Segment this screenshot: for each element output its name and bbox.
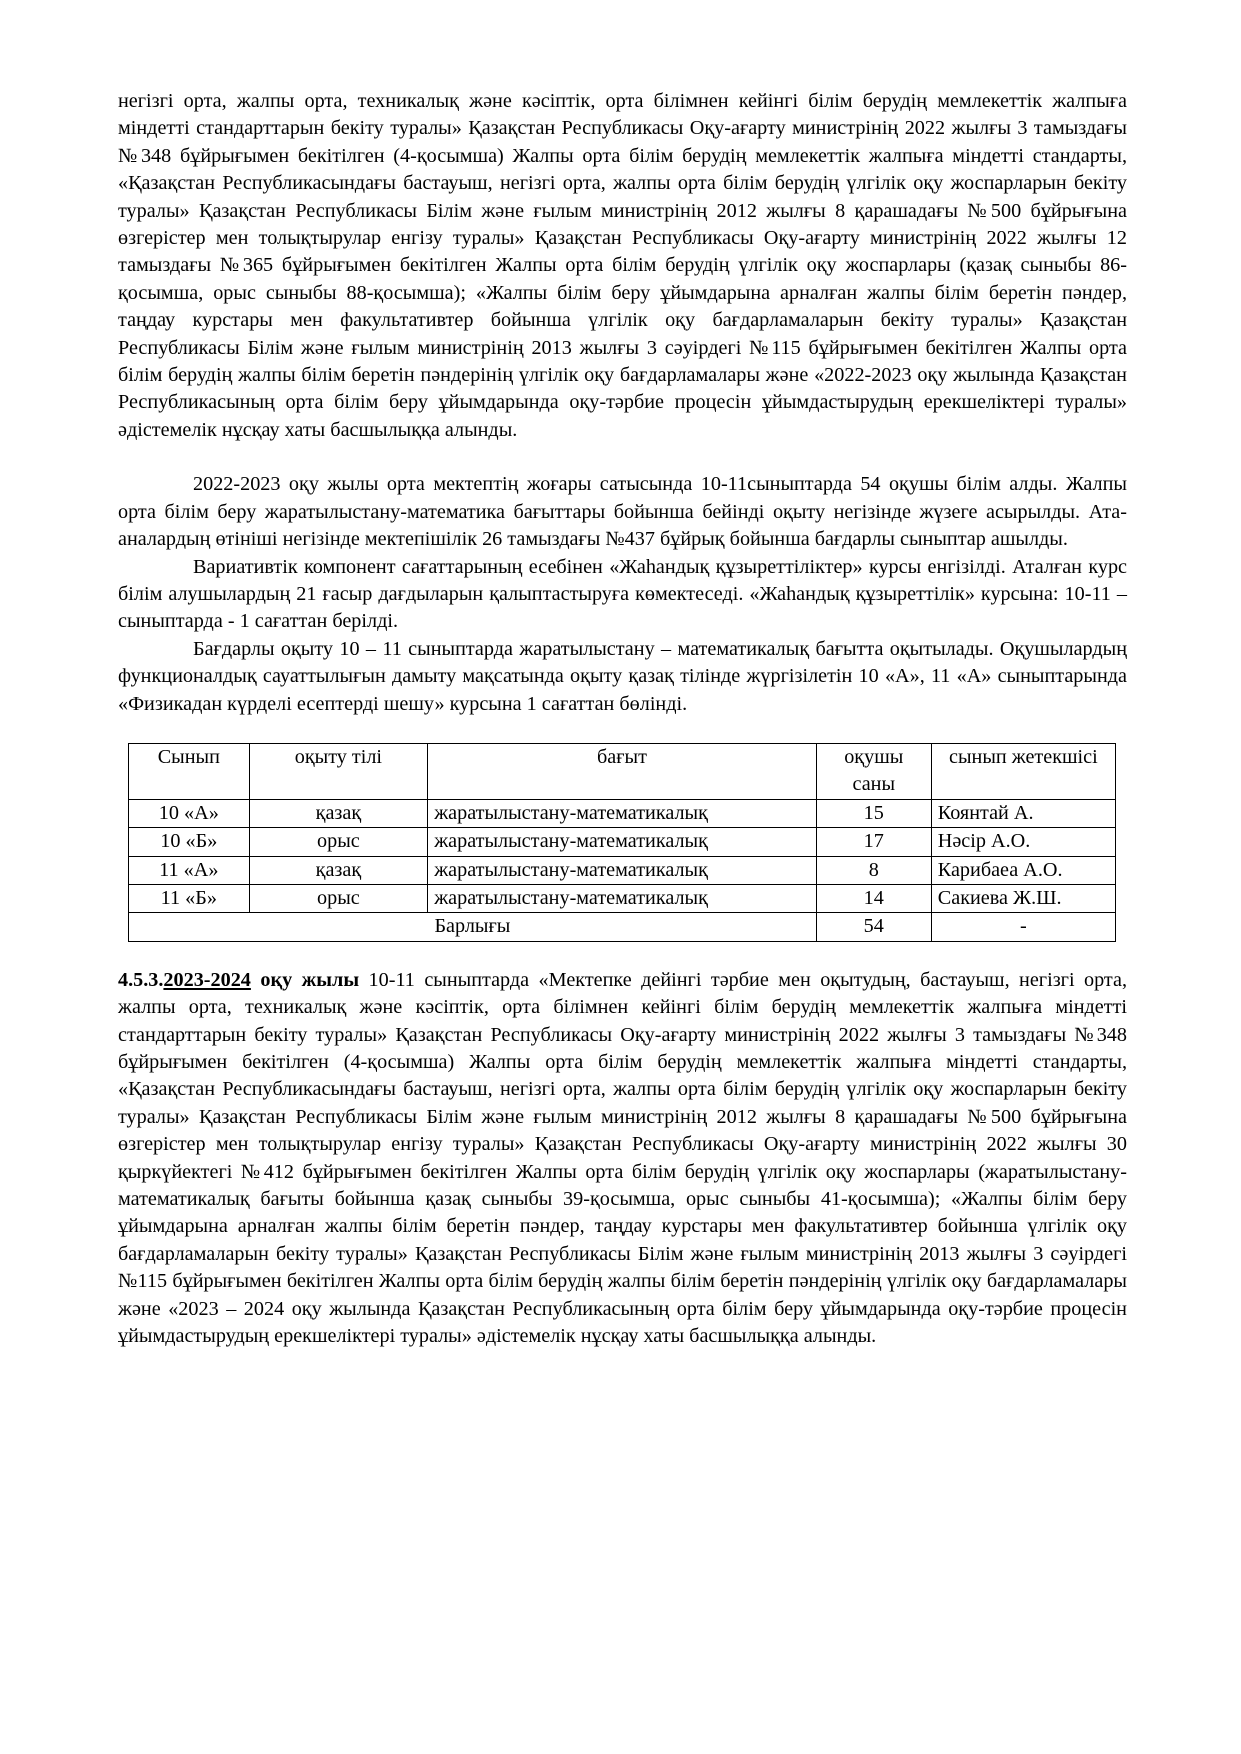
cell-class-teacher: Сакиева Ж.Ш. xyxy=(931,884,1115,912)
section-number: 4.5.3. xyxy=(118,968,164,991)
cell-language: орыс xyxy=(249,884,428,912)
cell-direction: жаратылыстану-математикалық xyxy=(428,856,817,884)
cell-direction: жаратылыстану-математикалық xyxy=(428,799,817,827)
header-direction: бағыт xyxy=(428,743,817,799)
table-header-row xyxy=(129,743,1116,799)
header-student-count: оқушы саны xyxy=(816,743,931,799)
cell-language: қазақ xyxy=(249,799,428,827)
cell-class-teacher: Нәсір А.О. xyxy=(931,828,1115,856)
cell-student-count: 14 xyxy=(816,884,931,912)
cell-class: 10 «Б» xyxy=(129,828,250,856)
cell-language: орыс xyxy=(249,828,428,856)
cell-student-count: 8 xyxy=(816,856,931,884)
paragraph-profile-education: Бағдарлы оқыту 10 – 11 сыныптарда жаратылыстану – математикалық бағытта оқытылады. Оқушылардың функционалдық сауаттылығын дамыту мақсатында оқыту қазақ тілінде жүргізілетін 10 «А», 11 «А» сыныптарында «Физикадан күрделі есептерді шешу» курсына 1 сағаттан бөлінді. xyxy=(118,637,1127,715)
cell-class: 11 «Б» xyxy=(129,884,250,912)
paragraph-standards-2022: негізгі орта, жалпы орта, техникалық және кәсіптік, орта білімнен кейінгі білім берудің мемлекеттік жалпыға міндетті стандарттарын бекіту туралы» Қазақстан Республикасы Оқу-ағарту министрінің 2022 жылғы 3 тамыздағы №348 бұйрығымен бекітілген (4-қосымша) Жалпы орта білім берудің мемлекеттік жалпыға міндетті стандарты, «Қазақстан Республикасындағы бастауыш, негізгі орта, жалпы орта білім берудің үлгілік оқу жоспарларын бекіту туралы» Қазақстан Республикасы Білім және ғылым министрінің 2012 жылғы 8 қарашадағы №500 бұйрығына өзгерістер мен толықтырулар енгізу туралы» Қазақстан Республикасы Оқу-ағарту министрінің 2022 жылғы 12 тамыздағы №365 бұйрығымен бекітілген Жалпы орта білім берудің үлгілік оқу жоспарлары (қазақ сыныбы 86-қосымша, орыс сыныбы 88-қосымша); «Жалпы білім беру ұйымдарына арналған жалпы білім беретін пәндер, таңдау курстары мен факультативтер бойынша үлгілік оқу бағдарламаларын бекіту туралы» Қазақстан Республикасы Білім және ғылым министрінің 2013 жылғы 3 сәуірдегі №115 бұйрығымен бекітілген Жалпы орта білім берудің жалпы білім беретін пәндерінің үлгілік оқу бағдарламалары және «2022-2023 оқу жылында Қазақстан Республикасының орта білім беру ұйымдарында оқу-тәрбие процесін ұйымдастырудың ерекшеліктері туралы» әдістемелік нұсқау хаты басшылыққа алынды. xyxy=(118,90,1127,441)
cell-class: 10 «А» xyxy=(129,799,250,827)
cell-total-label: Барлығы xyxy=(129,913,817,941)
paragraph-gap xyxy=(118,444,1127,471)
cell-student-count: 17 xyxy=(816,828,931,856)
header-class: Сынып xyxy=(129,743,250,799)
cell-direction: жаратылыстану-математикалық xyxy=(428,884,817,912)
paragraph-students-2022: 2022-2023 оқу жылы орта мектептің жоғары сатысында 10-11сыныптарда 54 оқушы білім алды. Жалпы орта білім беру жаратылыстану-математика бағыттары бойынша бейінді оқыту негізінде жүзеге асырылды. Ата-аналардың өтініші негізінде мектепішілік 26 тамыздағы №437 бұйрық бойынша бағдарлы сыныптар ашылды. xyxy=(118,473,1127,551)
paragraph-variative-component: Вариативтік компонент сағаттарының есебінен «Жаһандық құзыреттіліктер» курсы енгізілді. Аталған курс білім алушылардың 21 ғасыр дағдыларын қалыптастыруға көмектеседі. «Жаһандық құзыреттілік» курсына: 10-11 – сыныптарда - 1 сағаттан берілді. xyxy=(118,555,1127,633)
classes-table xyxy=(128,743,1116,942)
cell-direction: жаратылыстану-математикалық xyxy=(428,828,817,856)
table-row xyxy=(129,856,1116,884)
header-class-teacher: сынып жетекшісі xyxy=(931,743,1115,799)
table-row xyxy=(129,799,1116,827)
section-year-label: оқу жылы xyxy=(250,968,360,991)
cell-student-count: 15 xyxy=(816,799,931,827)
cell-total-teacher: - xyxy=(931,913,1115,941)
section-body-text: 10-11 сыныптарда «Мектепке дейінгі тәрбие мен оқытудың, бастауыш, негізгі орта, жалпы орта, техникалық және кәсіптік, орта білімнен кейінгі білім берудің мемлекеттік жалпыға міндетті стандарттарын бекіту туралы» Қазақстан Республикасы Оқу-ағарту министрінің 2022 жылғы 3 тамыздағы №348 бұйрығымен бекітілген (4-қосымша) Жалпы орта білім берудің мемлекеттік жалпыға міндетті стандарты, «Қазақстан Республикасындағы бастауыш, негізгі орта, жалпы орта білім берудің үлгілік оқу жоспарларын бекіту туралы» Қазақстан Республикасы Білім және ғылым министрінің 2012 жылғы 8 қарашадағы №500 бұйрығына өзгерістер мен толықтырулар енгізу туралы» Қазақстан Республикасы Оқу-ағарту министрінің 2022 жылғы 30 қыркүйектегі №412 бұйрығымен бекітілген Жалпы орта білім берудің үлгілік оқу жоспарлары (жаратылыстану-математикалық бағыты бойынша қазақ сыныбы 39-қосымша, орыс сыныбы 41-қосымша); «Жалпы білім беру ұйымдарына арналған жалпы білім беретін пәндер, таңдау курстары мен факультативтер бойынша үлгілік оқу бағдарламаларын бекіту туралы» Қазақстан Республикасы Білім және ғылым министрінің 2013 жылғы 3 сәуірдегі №115 бұйрығымен бекітілген Жалпы орта білім берудің жалпы білім беретін пәндерінің үлгілік оқу бағдарламалары және «2023 – 2024 оқу жылында Қазақстан Республикасының орта білім беру ұйымдарында оқу-тәрбие процесін ұйымдастырудың ерекшеліктері туралы» әдістемелік нұсқау хаты басшылыққа алынды. xyxy=(118,968,1127,1348)
section-year: 2023-2024 xyxy=(163,968,251,991)
header-language: оқыту тілі xyxy=(249,743,428,799)
paragraph-section-4-5-3 xyxy=(118,967,1127,1351)
cell-class-teacher: Карибаеа А.О. xyxy=(931,856,1115,884)
cell-class-teacher: Коянтай А. xyxy=(931,799,1115,827)
cell-total-count: 54 xyxy=(816,913,931,941)
cell-language: қазақ xyxy=(249,856,428,884)
cell-class: 11 «А» xyxy=(129,856,250,884)
table-row xyxy=(129,828,1116,856)
table-row xyxy=(129,884,1116,912)
table-total-row xyxy=(129,913,1116,941)
